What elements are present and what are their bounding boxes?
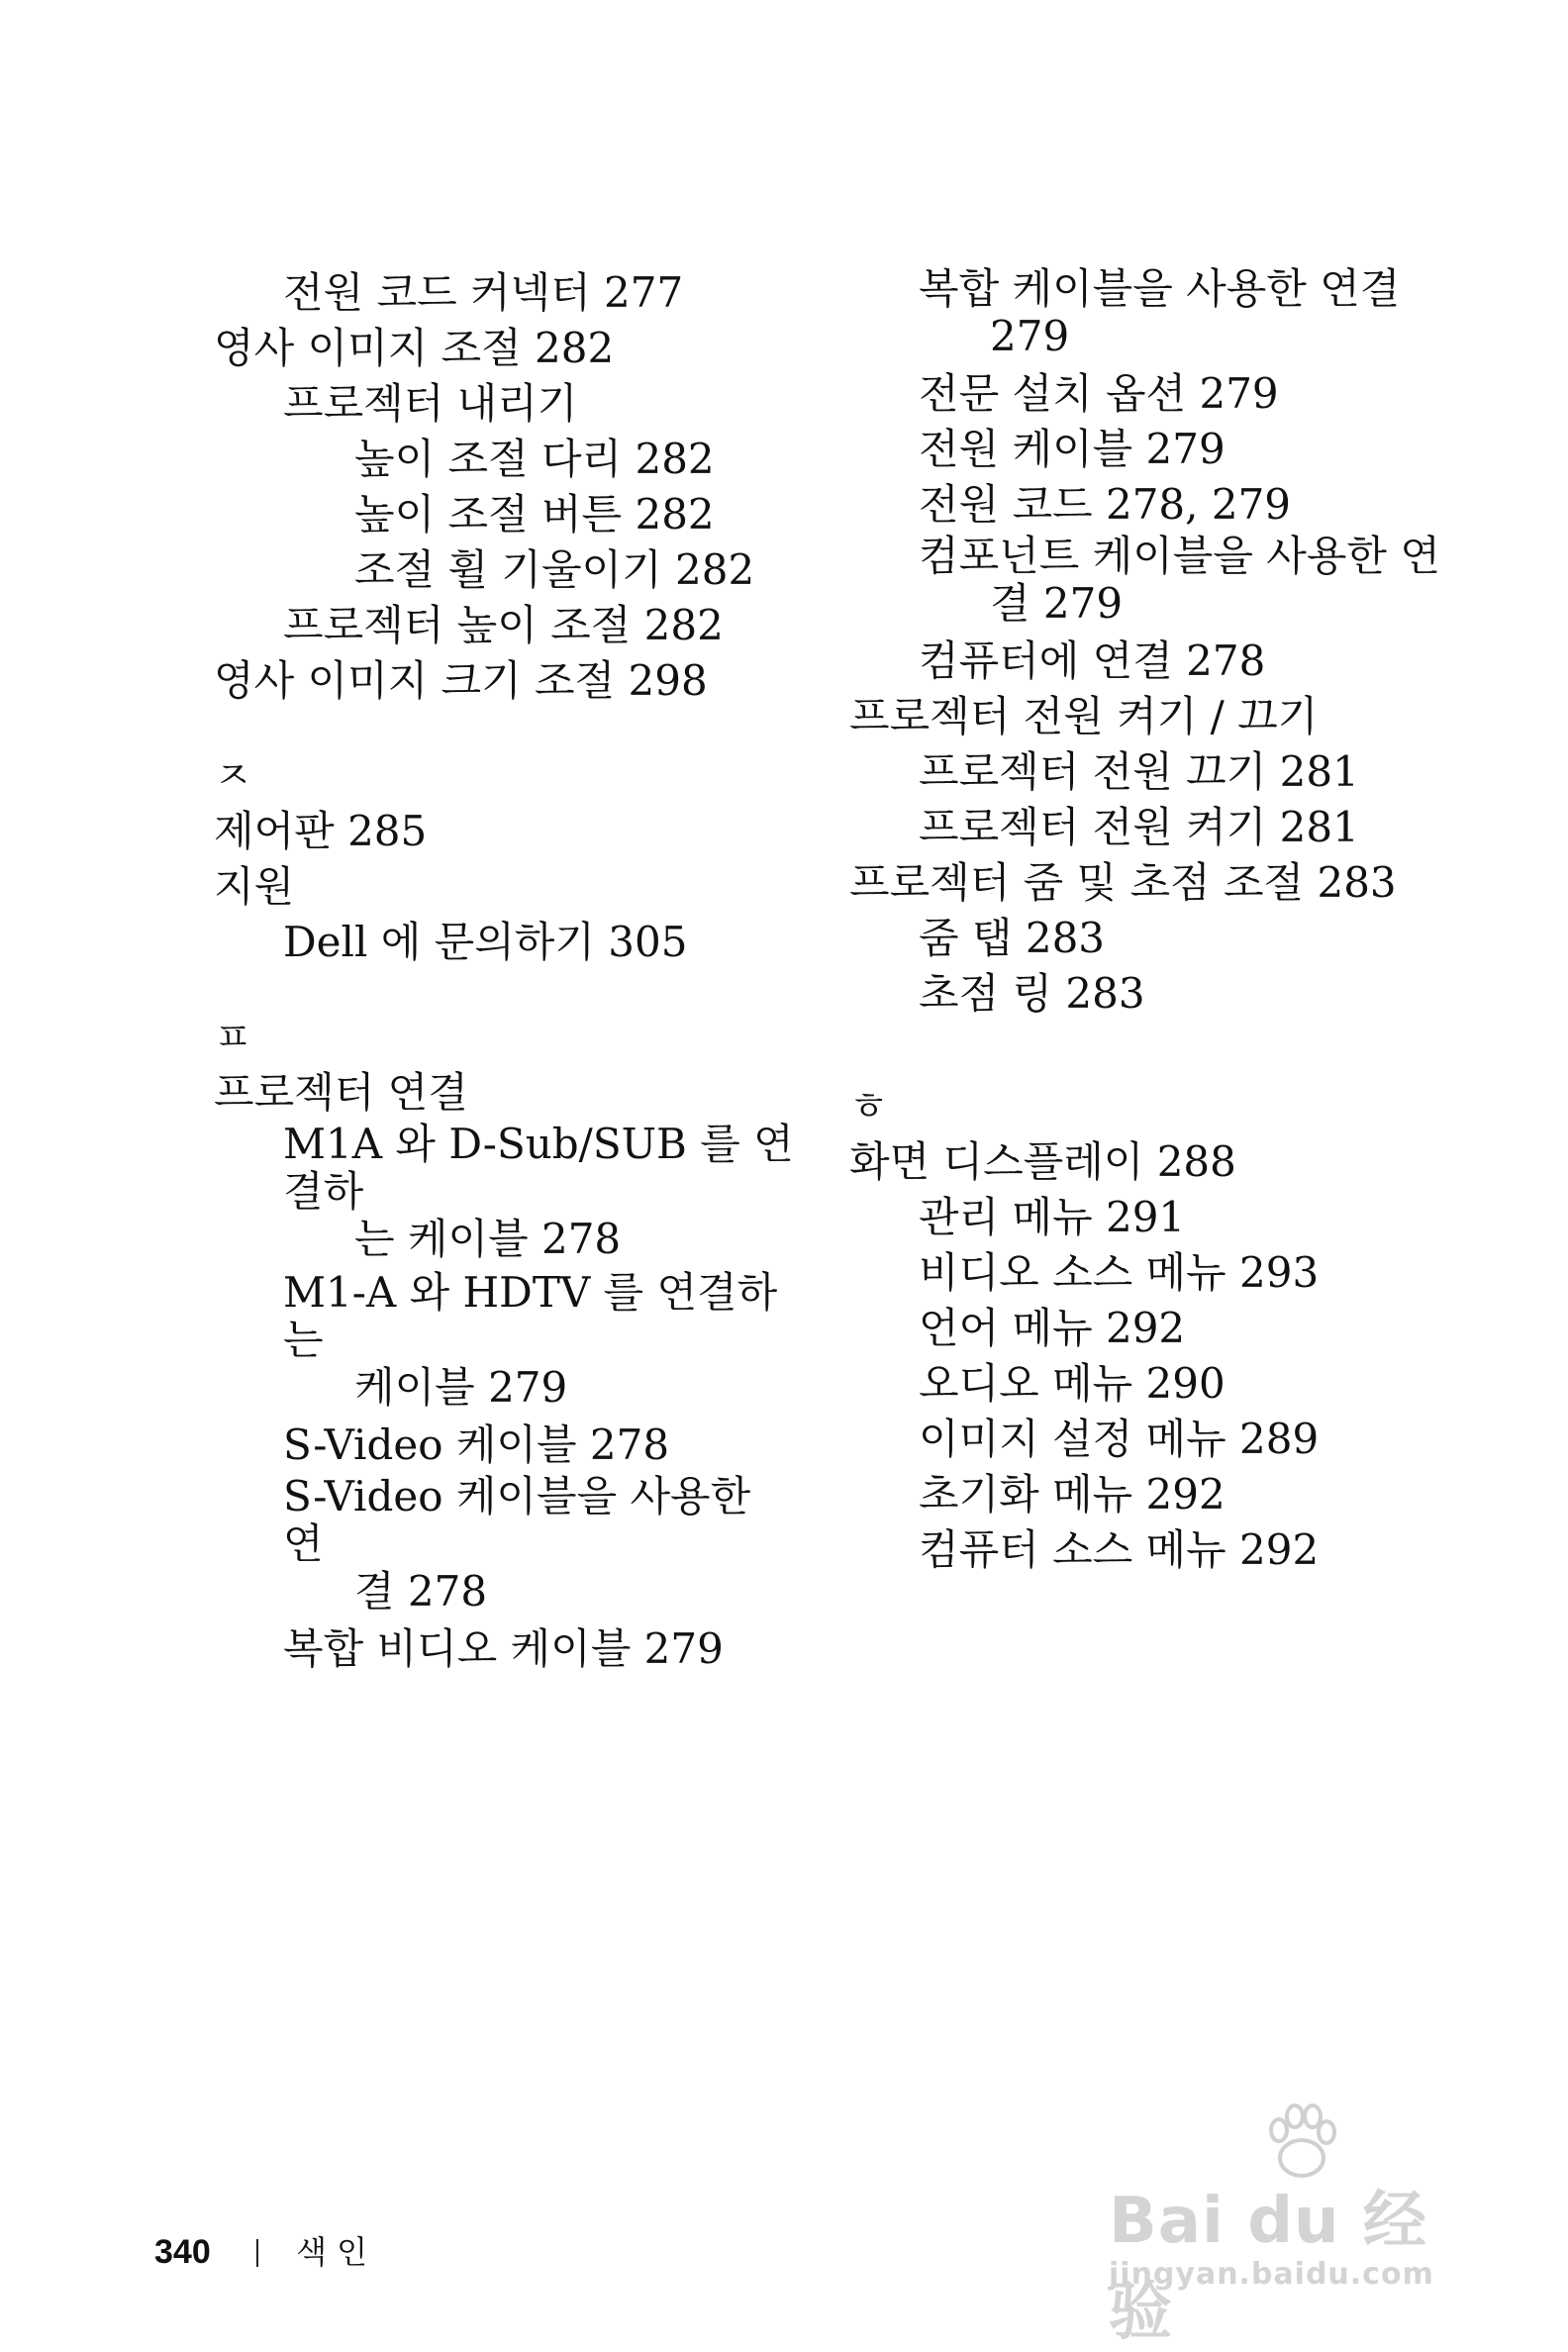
- index-subentry: 이미지 설정 메뉴 289: [919, 1415, 1320, 1463]
- index-subentry: 프로젝터 내리기: [283, 379, 578, 428]
- index-entry-main: 제어판 285: [214, 807, 428, 855]
- index-entry-main: 프로젝터 연결: [214, 1068, 468, 1117]
- index-subentry: 전문 설치 옵션 279: [919, 369, 1279, 418]
- index-column-right: [849, 265, 1443, 1578]
- index-entry: [214, 1269, 798, 1412]
- index-entry: [214, 1473, 798, 1616]
- index-subentry: 컴퓨터에 연결 278: [919, 637, 1266, 685]
- index-subentry: 초기화 메뉴 292: [919, 1470, 1225, 1519]
- index-entry-main: 프로젝터 줌 및 초점 조절 283: [849, 858, 1397, 907]
- section-letter-heading: ㅍ: [214, 1015, 252, 1060]
- section-title: 색 인: [296, 2233, 368, 2271]
- index-subentry: 오디오 메뉴 290: [919, 1359, 1225, 1408]
- index-entry-continuation: 결 278: [354, 1567, 488, 1616]
- index-entry-main: 지원: [214, 862, 295, 911]
- index-entry-main: 프로젝터 전원 켜기 / 끄기: [849, 692, 1319, 740]
- index-entry: [849, 533, 1443, 628]
- index-entry-continuation: 케이블 279: [354, 1363, 568, 1412]
- index-subentry: 비디오 소스 메뉴 293: [919, 1248, 1320, 1297]
- index-subentry: 프로젝터 전원 끄기 281: [919, 747, 1359, 796]
- index-entry: [214, 1121, 798, 1263]
- index-entry-continuation: 279: [990, 312, 1070, 360]
- index-entry-continuation: 결 279: [990, 579, 1124, 628]
- index-entry: [849, 265, 1443, 360]
- index-entry-text: 컴포넌트 케이블을 사용한 연: [919, 532, 1440, 580]
- index-subentry: 전원 코드 커넥터 277: [283, 268, 684, 317]
- section-letter-heading: ㅎ: [849, 1084, 888, 1129]
- index-subentry: 프로젝터 전원 켜기 281: [919, 803, 1359, 851]
- watermark-logo: Bai du 经验: [1109, 2185, 1427, 2349]
- page-footer: [154, 2227, 367, 2273]
- index-subentry: 높이 조절 버튼 282: [354, 490, 715, 539]
- page-number: 340: [154, 2233, 211, 2271]
- index-subentry: 줌 탭 283: [919, 914, 1106, 962]
- section-letter-heading: ㅈ: [214, 753, 252, 799]
- index-subentry: Dell 에 문의하기 305: [283, 918, 688, 966]
- index-subentry: 높이 조절 다리 282: [354, 435, 715, 483]
- index-entry-text: M1A 와 D-Sub/SUB 를 연결하: [283, 1120, 794, 1216]
- baidu-watermark: [1109, 2099, 1465, 2349]
- index-entry-text: 복합 케이블을 사용한 연결: [919, 264, 1401, 313]
- index-subentry: 조절 휠 기울이기 282: [354, 545, 755, 594]
- index-subentry: 초점 링 283: [919, 969, 1145, 1018]
- index-subentry: 복합 비디오 케이블 279: [283, 1624, 724, 1673]
- index-subentry: 언어 메뉴 292: [919, 1304, 1186, 1352]
- index-entry-main: 화면 디스플레이 288: [849, 1137, 1236, 1186]
- footer-separator: [256, 2239, 258, 2267]
- index-entry-main: 영사 이미지 조절 282: [214, 324, 615, 372]
- index-column-left: [214, 265, 798, 1677]
- index-entry-continuation: 는 케이블 278: [354, 1215, 622, 1263]
- index-subentry: S-Video 케이블 278: [283, 1421, 670, 1469]
- index-subentry: 프로젝터 높이 조절 282: [283, 601, 724, 649]
- index-subentry: 전원 케이블 279: [919, 425, 1225, 473]
- index-subentry: 전원 코드 278, 279: [919, 480, 1292, 529]
- index-entry-text: S-Video 케이블을 사용한 연: [283, 1472, 751, 1568]
- index-entry-text: M1-A 와 HDTV 를 연결하는: [283, 1268, 778, 1364]
- index-subentry: 관리 메뉴 291: [919, 1193, 1186, 1241]
- watermark-url: jingyan.baidu.com: [1109, 2257, 1434, 2292]
- index-entry-main: 영사 이미지 크기 조절 298: [214, 656, 708, 705]
- index-subentry: 컴퓨터 소스 메뉴 292: [919, 1525, 1320, 1574]
